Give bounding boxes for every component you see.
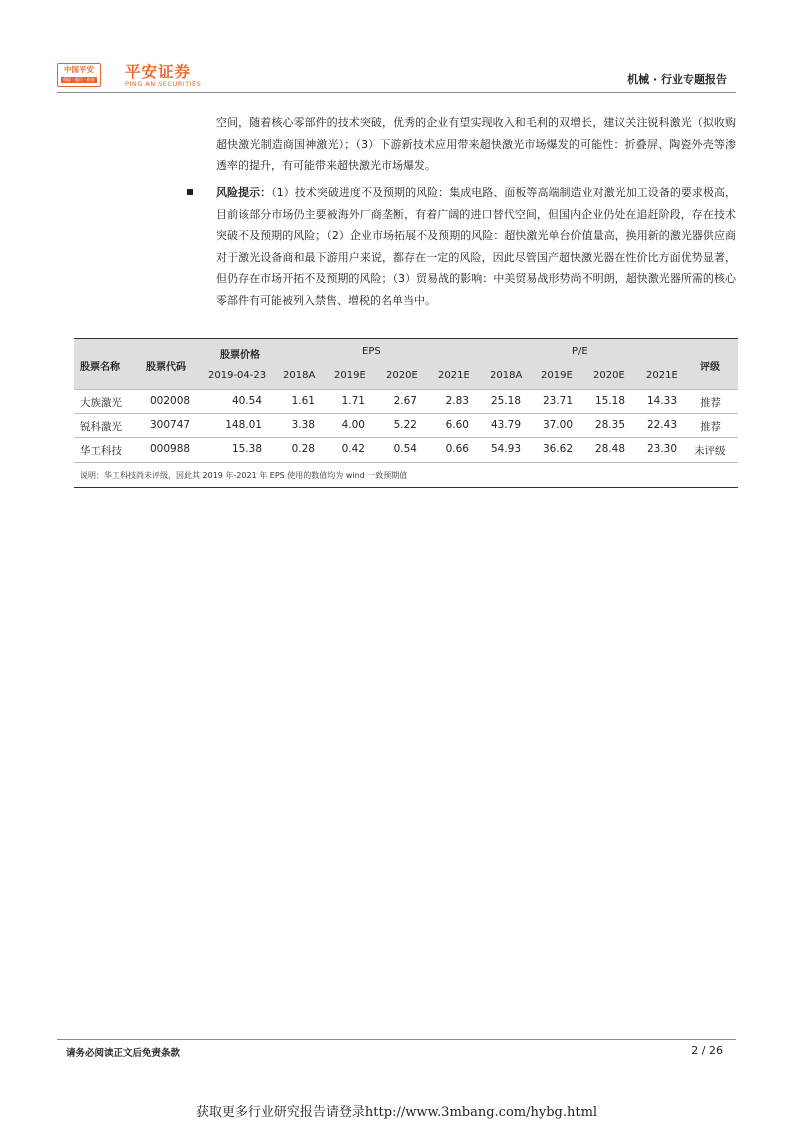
row3-eps-2020: 0.54 bbox=[393, 443, 417, 455]
row3-code: 000988 bbox=[150, 443, 191, 455]
ping-an-group-logo bbox=[57, 63, 101, 87]
col-header-eps-2021: 2021E bbox=[438, 370, 470, 381]
row2-pe-2018: 43.79 bbox=[490, 419, 521, 431]
col-header-pe-2019: 2019E bbox=[541, 370, 573, 381]
row3-rule bbox=[74, 462, 738, 463]
section-title: 机械 · 行业专题报告 bbox=[627, 73, 727, 86]
row3-price: 15.38 bbox=[231, 443, 262, 455]
page-number: 2 / 26 bbox=[691, 1044, 723, 1057]
row1-eps-2020: 2.67 bbox=[393, 395, 417, 407]
row1-pe-2020: 15.18 bbox=[594, 395, 625, 407]
row2-eps-2021: 6.60 bbox=[445, 419, 469, 431]
brand-name: 平安证券 bbox=[125, 63, 192, 81]
col-header-eps-2018: 2018A bbox=[283, 370, 316, 381]
row1-rating: 推荐 bbox=[700, 397, 721, 409]
col-header-pe: P/E bbox=[572, 346, 588, 357]
row1-price: 40.54 bbox=[231, 395, 262, 407]
row3-rating: 未评级 bbox=[694, 445, 726, 457]
row3-eps-2018: 0.28 bbox=[291, 443, 315, 455]
paragraph-recommendation: 空间，随着核心零部件的技术突破，优秀的企业有望实现收入和毛利的双增长，建议关注锐科激光（拟收购超快激光制造商国神激光）；（3）下游新技术应用带来超快激光市场爆发的可能性：折叠屏、陶瓷外壳等渗透率的提升，有可能带来超快激光市场爆发。 bbox=[216, 116, 736, 173]
logo-bottom-text: 保险 · 银行 · 投资 bbox=[63, 77, 95, 82]
col-header-price-date: 2019-04-23 bbox=[208, 370, 267, 381]
col-header-pe-2021: 2021E bbox=[646, 370, 678, 381]
row1-pe-2021: 14.33 bbox=[646, 395, 677, 407]
row1-pe-2019: 23.71 bbox=[542, 395, 573, 407]
bullet-square-icon bbox=[187, 189, 193, 195]
logo-top-text: 中国平安 bbox=[64, 65, 94, 74]
footer-divider bbox=[57, 1039, 736, 1040]
row1-code: 002008 bbox=[150, 395, 191, 407]
row2-code: 300747 bbox=[150, 419, 191, 431]
row3-eps-2019: 0.42 bbox=[341, 443, 365, 455]
row2-name: 锐科激光 bbox=[80, 421, 122, 433]
header-divider bbox=[57, 92, 736, 93]
row2-eps-2020: 5.22 bbox=[393, 419, 417, 431]
col-header-code: 股票代码 bbox=[146, 362, 186, 373]
row1-rule bbox=[74, 413, 738, 414]
row3-pe-2018: 54.93 bbox=[490, 443, 521, 455]
row2-rating: 推荐 bbox=[700, 421, 721, 433]
footer-disclaimer: 请务必阅读正文后免责条款 bbox=[66, 1048, 181, 1059]
row3-pe-2019: 36.62 bbox=[542, 443, 573, 455]
row2-pe-2021: 22.43 bbox=[646, 419, 677, 431]
col-header-pe-2018: 2018A bbox=[490, 370, 523, 381]
col-header-pe-2020: 2020E bbox=[593, 370, 625, 381]
col-header-name: 股票名称 bbox=[80, 362, 120, 373]
row2-eps-2018: 3.38 bbox=[291, 419, 315, 431]
row3-eps-2021: 0.66 bbox=[445, 443, 469, 455]
col-header-eps-2020: 2020E bbox=[386, 370, 418, 381]
row3-pe-2021: 23.30 bbox=[646, 443, 677, 455]
row1-name: 大族激光 bbox=[80, 397, 122, 409]
row1-pe-2018: 25.18 bbox=[490, 395, 521, 407]
row2-eps-2019: 4.00 bbox=[341, 419, 365, 431]
row2-pe-2020: 28.35 bbox=[594, 419, 625, 431]
header-bottom-rule bbox=[74, 389, 738, 390]
row2-rule bbox=[74, 437, 738, 438]
row2-pe-2019: 37.00 bbox=[542, 419, 573, 431]
col-header-eps: EPS bbox=[362, 346, 381, 357]
col-header-rating: 评级 bbox=[700, 362, 720, 373]
watermark-link[interactable]: 获取更多行业研究报告请登录http://www.3mbang.com/hybg.html bbox=[195, 1105, 598, 1120]
row1-eps-2021: 2.83 bbox=[445, 395, 469, 407]
risk-text: （1）技术突破进度不及预期的风险：集成电路、面板等高端制造业对激光加工设备的要求极高，目前该部分市场仍主要被海外厂商垄断，有着广阔的进口替代空间，但国内企业仍处在追赶阶段，存在技术突破不及预期的风险；（2）企业市场拓展不及预期的风险：超快激光单台价值量高，换用新的激光器供应商对于激光设备商和最下游用户来说，都存在一定的风险，因此尽管国产超快激光器在性价比方面优势显著，但仍存在市场开拓不及预期的风险；（3）贸易战的影响：中美贸易战形势尚不明朗，超快激光器所需的核心零部件有可能被列入禁售、增税的名单当中。 bbox=[216, 186, 737, 307]
row3-name: 华工科技 bbox=[80, 445, 122, 457]
row1-eps-2018: 1.61 bbox=[291, 395, 315, 407]
col-header-price: 股票价格 bbox=[220, 350, 260, 361]
table-top-rule bbox=[74, 338, 738, 339]
col-header-eps-2019: 2019E bbox=[334, 370, 366, 381]
table-bottom-rule bbox=[74, 487, 738, 488]
paragraph-risk bbox=[216, 182, 736, 312]
row1-eps-2019: 1.71 bbox=[341, 395, 365, 407]
table-note: 说明：华工科技尚未评级，因此其 2019 年-2021 年 EPS 使用的数值均为 wind 一致预期值 bbox=[80, 471, 408, 480]
row3-pe-2020: 28.48 bbox=[594, 443, 625, 455]
row2-price: 148.01 bbox=[225, 419, 262, 431]
brand-name-en: PING AN SECURITIES bbox=[125, 80, 202, 88]
risk-title: 风险提示： bbox=[216, 186, 272, 199]
